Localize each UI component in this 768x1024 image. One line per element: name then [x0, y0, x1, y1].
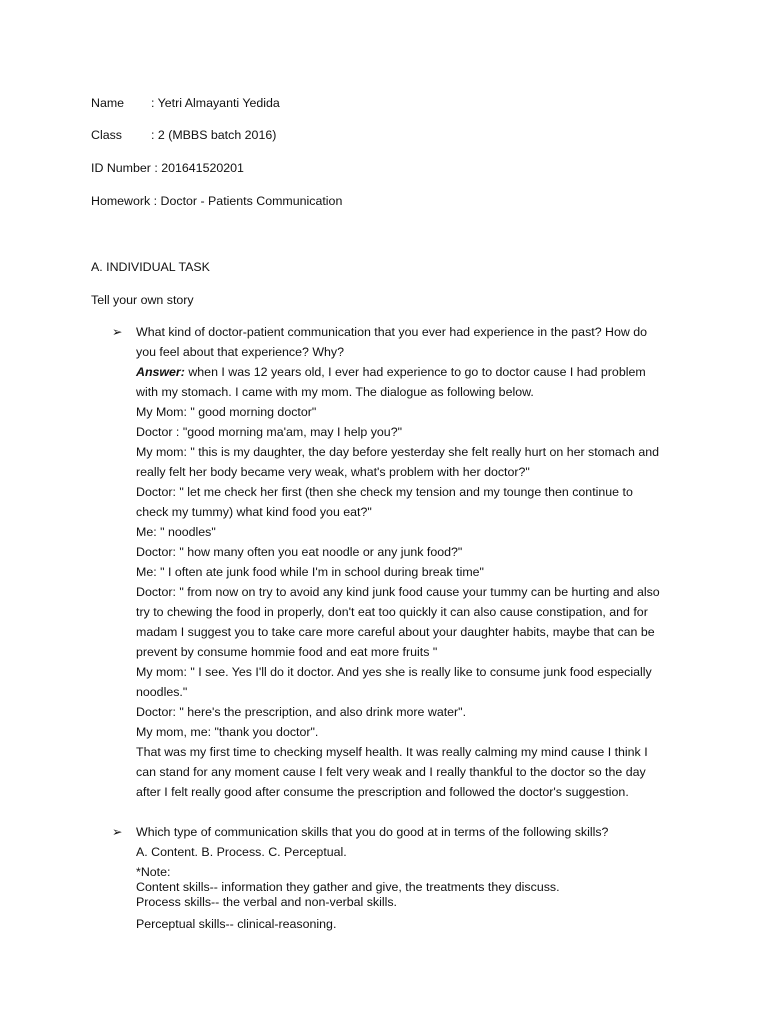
- dialogue-line: check my tummy) what kind food you eat?": [136, 505, 372, 519]
- answer-label: Answer:: [136, 365, 185, 379]
- answer-line: with my stomach. I came with my mom. The dialogue as following below.: [136, 385, 534, 399]
- note-label: *Note:: [136, 865, 171, 879]
- name-value: : Yetri Almayanti Yedida: [151, 96, 280, 110]
- id-number-line: ID Number : 201641520201: [91, 161, 244, 175]
- dialogue-line: Doctor: " from now on try to avoid any kind junk food cause your tummy can be hurting and also: [136, 585, 660, 599]
- homework-line: Homework : Doctor - Patients Communication: [91, 194, 343, 208]
- name-label: Name: [91, 96, 125, 110]
- dialogue-line: My mom: " this is my daughter, the day before yesterday she felt really hurt on her stomach and: [136, 445, 659, 459]
- reflection-line: That was my first time to checking myself health. It was really calming my mind cause I think I: [136, 745, 648, 759]
- class-value: : 2 (MBBS batch 2016): [151, 128, 277, 142]
- dialogue-line: Me: " noodles": [136, 525, 216, 539]
- note-content-skills: Content skills-- information they gather and give, the treatments they discuss.: [136, 880, 560, 894]
- q2-bullet-icon: ➢: [112, 825, 123, 839]
- name-row: [91, 95, 280, 111]
- class-row: [91, 127, 276, 143]
- dialogue-line: Doctor: " here's the prescription, and also drink more water".: [136, 705, 467, 719]
- note-process-skills: Process skills-- the verbal and non-verbal skills.: [136, 895, 397, 909]
- q1-question-line-2: you feel about that experience? Why?: [136, 345, 345, 359]
- dialogue-line: Doctor: " how many often you eat noodle or any junk food?": [136, 545, 463, 559]
- dialogue-line: Doctor: " let me check her first (then she check my tension and my tounge then continue to: [136, 485, 633, 499]
- dialogue-line: Me: " I often ate junk food while I'm in school during break time": [136, 565, 484, 579]
- q1-bullet-icon: ➢: [112, 325, 123, 339]
- dialogue-line: Doctor : "good morning ma'am, may I help you?": [136, 425, 402, 439]
- dialogue-line: noodles.": [136, 685, 188, 699]
- dialogue-line: My mom: " I see. Yes I'll do it doctor. And yes she is really like to consume junk food especially: [136, 665, 652, 679]
- q2-options: A. Content. B. Process. C. Perceptual.: [136, 845, 347, 859]
- q1-answer-line-1: [136, 362, 646, 382]
- section-heading: A. INDIVIDUAL TASK: [91, 260, 210, 274]
- dialogue-line: My Mom: " good morning doctor": [136, 405, 317, 419]
- class-label: Class: [91, 128, 122, 142]
- dialogue-line: madam I suggest you to take care more careful about your daughter habits, maybe that can be: [136, 625, 655, 639]
- note-perceptual-skills: Perceptual skills-- clinical-reasoning.: [136, 917, 337, 931]
- dialogue-line: try to chewing the food in properly, don't eat too quickly it can also cause constipation, and for: [136, 605, 648, 619]
- section-subheading: Tell your own story: [91, 293, 194, 307]
- q2-question: Which type of communication skills that you do good at in terms of the following skills?: [136, 825, 609, 839]
- answer-text: when I was 12 years old, I ever had experience to go to doctor cause I had problem: [184, 365, 646, 379]
- reflection-line: after I felt really good after consume the prescription and followed the doctor's suggestion.: [136, 785, 629, 799]
- q1-question-line-1: What kind of doctor-patient communication that you ever had experience in the past? How do: [136, 325, 648, 339]
- dialogue-line: prevent by consume hommie food and eat more fruits ": [136, 645, 438, 659]
- dialogue-line: My mom, me: "thank you doctor".: [136, 725, 319, 739]
- reflection-line: can stand for any moment cause I felt very weak and I really thankful to the doctor so the day: [136, 765, 646, 779]
- dialogue-line: really felt her body became very weak, what's problem with her doctor?": [136, 465, 530, 479]
